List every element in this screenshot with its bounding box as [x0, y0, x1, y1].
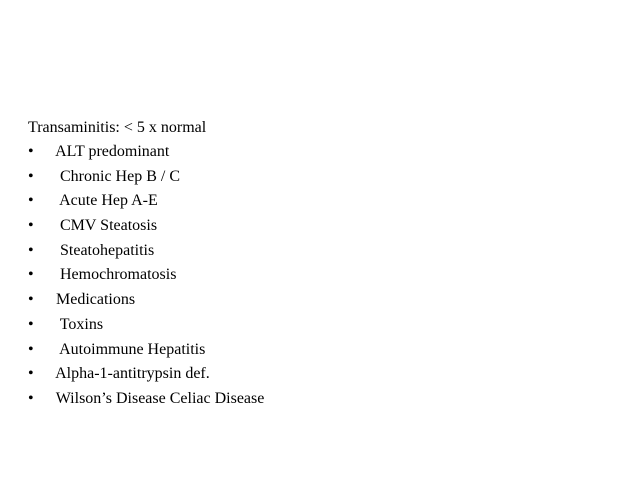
- bullet-icon: •: [28, 389, 34, 407]
- bullet-icon: •: [28, 192, 34, 210]
- list-item: [28, 189, 264, 214]
- list-item-text: Chronic Hep B / C: [52, 167, 180, 185]
- bullet-list: [28, 140, 264, 412]
- list-item: [28, 263, 264, 288]
- list-item-text: ALT predominant: [52, 143, 170, 160]
- slide-heading: Transaminitis: < 5 x normal: [28, 119, 207, 136]
- list-item-text: Medications: [52, 291, 136, 309]
- list-item-text: Alpha-1-antitrypsin def.: [52, 365, 210, 383]
- list-item: [28, 313, 264, 338]
- list-item: [28, 362, 264, 387]
- bullet-icon: •: [28, 266, 34, 284]
- list-item-text: Autoimmune Hepatitis: [52, 340, 206, 358]
- bullet-icon: •: [28, 143, 34, 160]
- list-item: [28, 165, 264, 190]
- list-item-text: Acute Hep A-E: [52, 192, 158, 210]
- list-item-text: Wilson’s Disease Celiac Disease: [52, 389, 265, 407]
- list-item: [28, 387, 264, 412]
- list-item-text: Toxins: [52, 315, 104, 333]
- bullet-icon: •: [28, 291, 34, 309]
- bullet-icon: •: [28, 340, 34, 358]
- list-item: [28, 338, 264, 363]
- list-item: [28, 239, 264, 264]
- bullet-icon: •: [28, 167, 34, 185]
- list-item-text: CMV Steatosis: [52, 217, 158, 235]
- list-item: [28, 140, 264, 165]
- list-item: [28, 214, 264, 239]
- bullet-icon: •: [28, 365, 34, 383]
- bullet-icon: •: [28, 241, 34, 259]
- bullet-icon: •: [28, 217, 34, 235]
- list-item-text: Steatohepatitis: [52, 241, 155, 259]
- bullet-icon: •: [28, 315, 34, 333]
- list-item: [28, 288, 264, 313]
- list-item-text: Hemochromatosis: [52, 266, 177, 284]
